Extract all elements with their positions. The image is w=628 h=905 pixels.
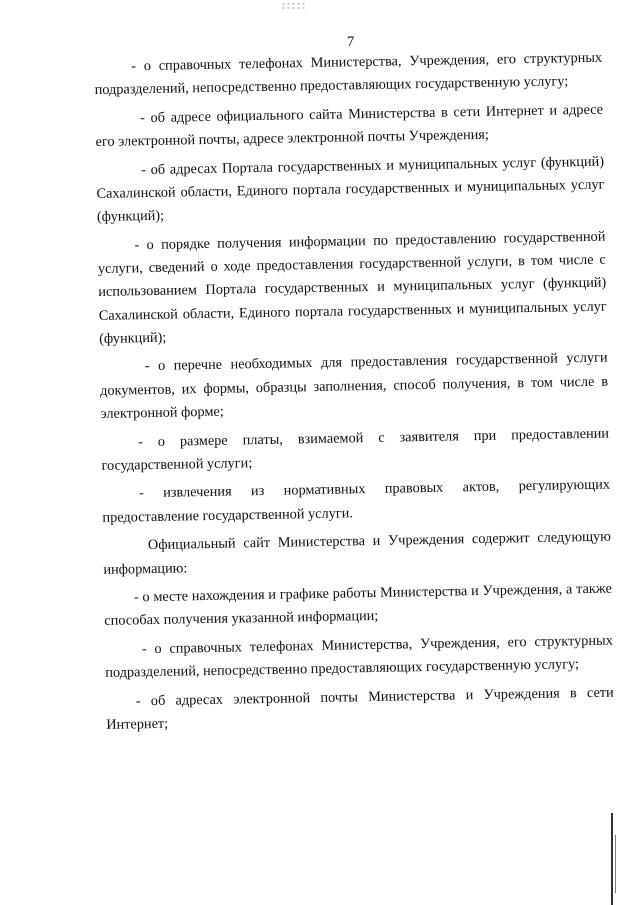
paragraph: - о размере платы, взимаемой с заявителя при предоставлении государственной услуги; (101, 425, 610, 474)
paragraph: Официальный сайт Министерства и Учреждения содержит следующую информацию: (103, 528, 612, 578)
paragraph: - о порядке получения информации по предоставлению государственной услуги, сведений о ходе предоставления государственной услуги, в том числе с использованием Портала государственных и муниципальных услуг (функций) Сахалинской области, Единого портала государственных и муниципальных услуг (функций); (97, 228, 607, 347)
scan-noise-mark (281, 2, 305, 10)
paragraph: - об адресах электронной почты Министерства и Учреждения в сети Интернет; (106, 684, 614, 734)
paragraph: - о перечне необходимых для предоставления государственной услуги документов, их формы, образцы заполнения, способ получения, в том числе в электронной форме; (99, 350, 609, 422)
paragraph: - об адресах Портала государственных и муниципальных услуг (функций) Сахалинской области, Единого портала государственных и муниципальных услуг (функций); (96, 153, 605, 226)
scan-edge-line (611, 813, 613, 905)
paragraph: - о справочных телефонах Министерства, Учреждения, его структурных подразделений, непосредственно предоставляющих государственную услугу; (105, 632, 613, 682)
document-body (94, 47, 615, 743)
paragraph: - о справочных телефонах Министерства, Учреждения, его структурных подразделений, непосредственно предоставляющих государственную услугу; (94, 49, 603, 99)
paragraph: - об адресе официального сайта Министерства в сети Интернет и адресе его электронной почты, адресе электронной почты Учреждения; (95, 101, 604, 151)
scan-edge-line (615, 835, 616, 893)
paragraph: - извлечения из нормативных правовых актов, регулирующих предоставление государственной услуги. (102, 477, 611, 526)
paragraph: - о месте нахождения и графике работы Министерства и Учреждения, а также способах получения указанной информации; (104, 580, 612, 630)
page-number: 7 (347, 34, 355, 50)
